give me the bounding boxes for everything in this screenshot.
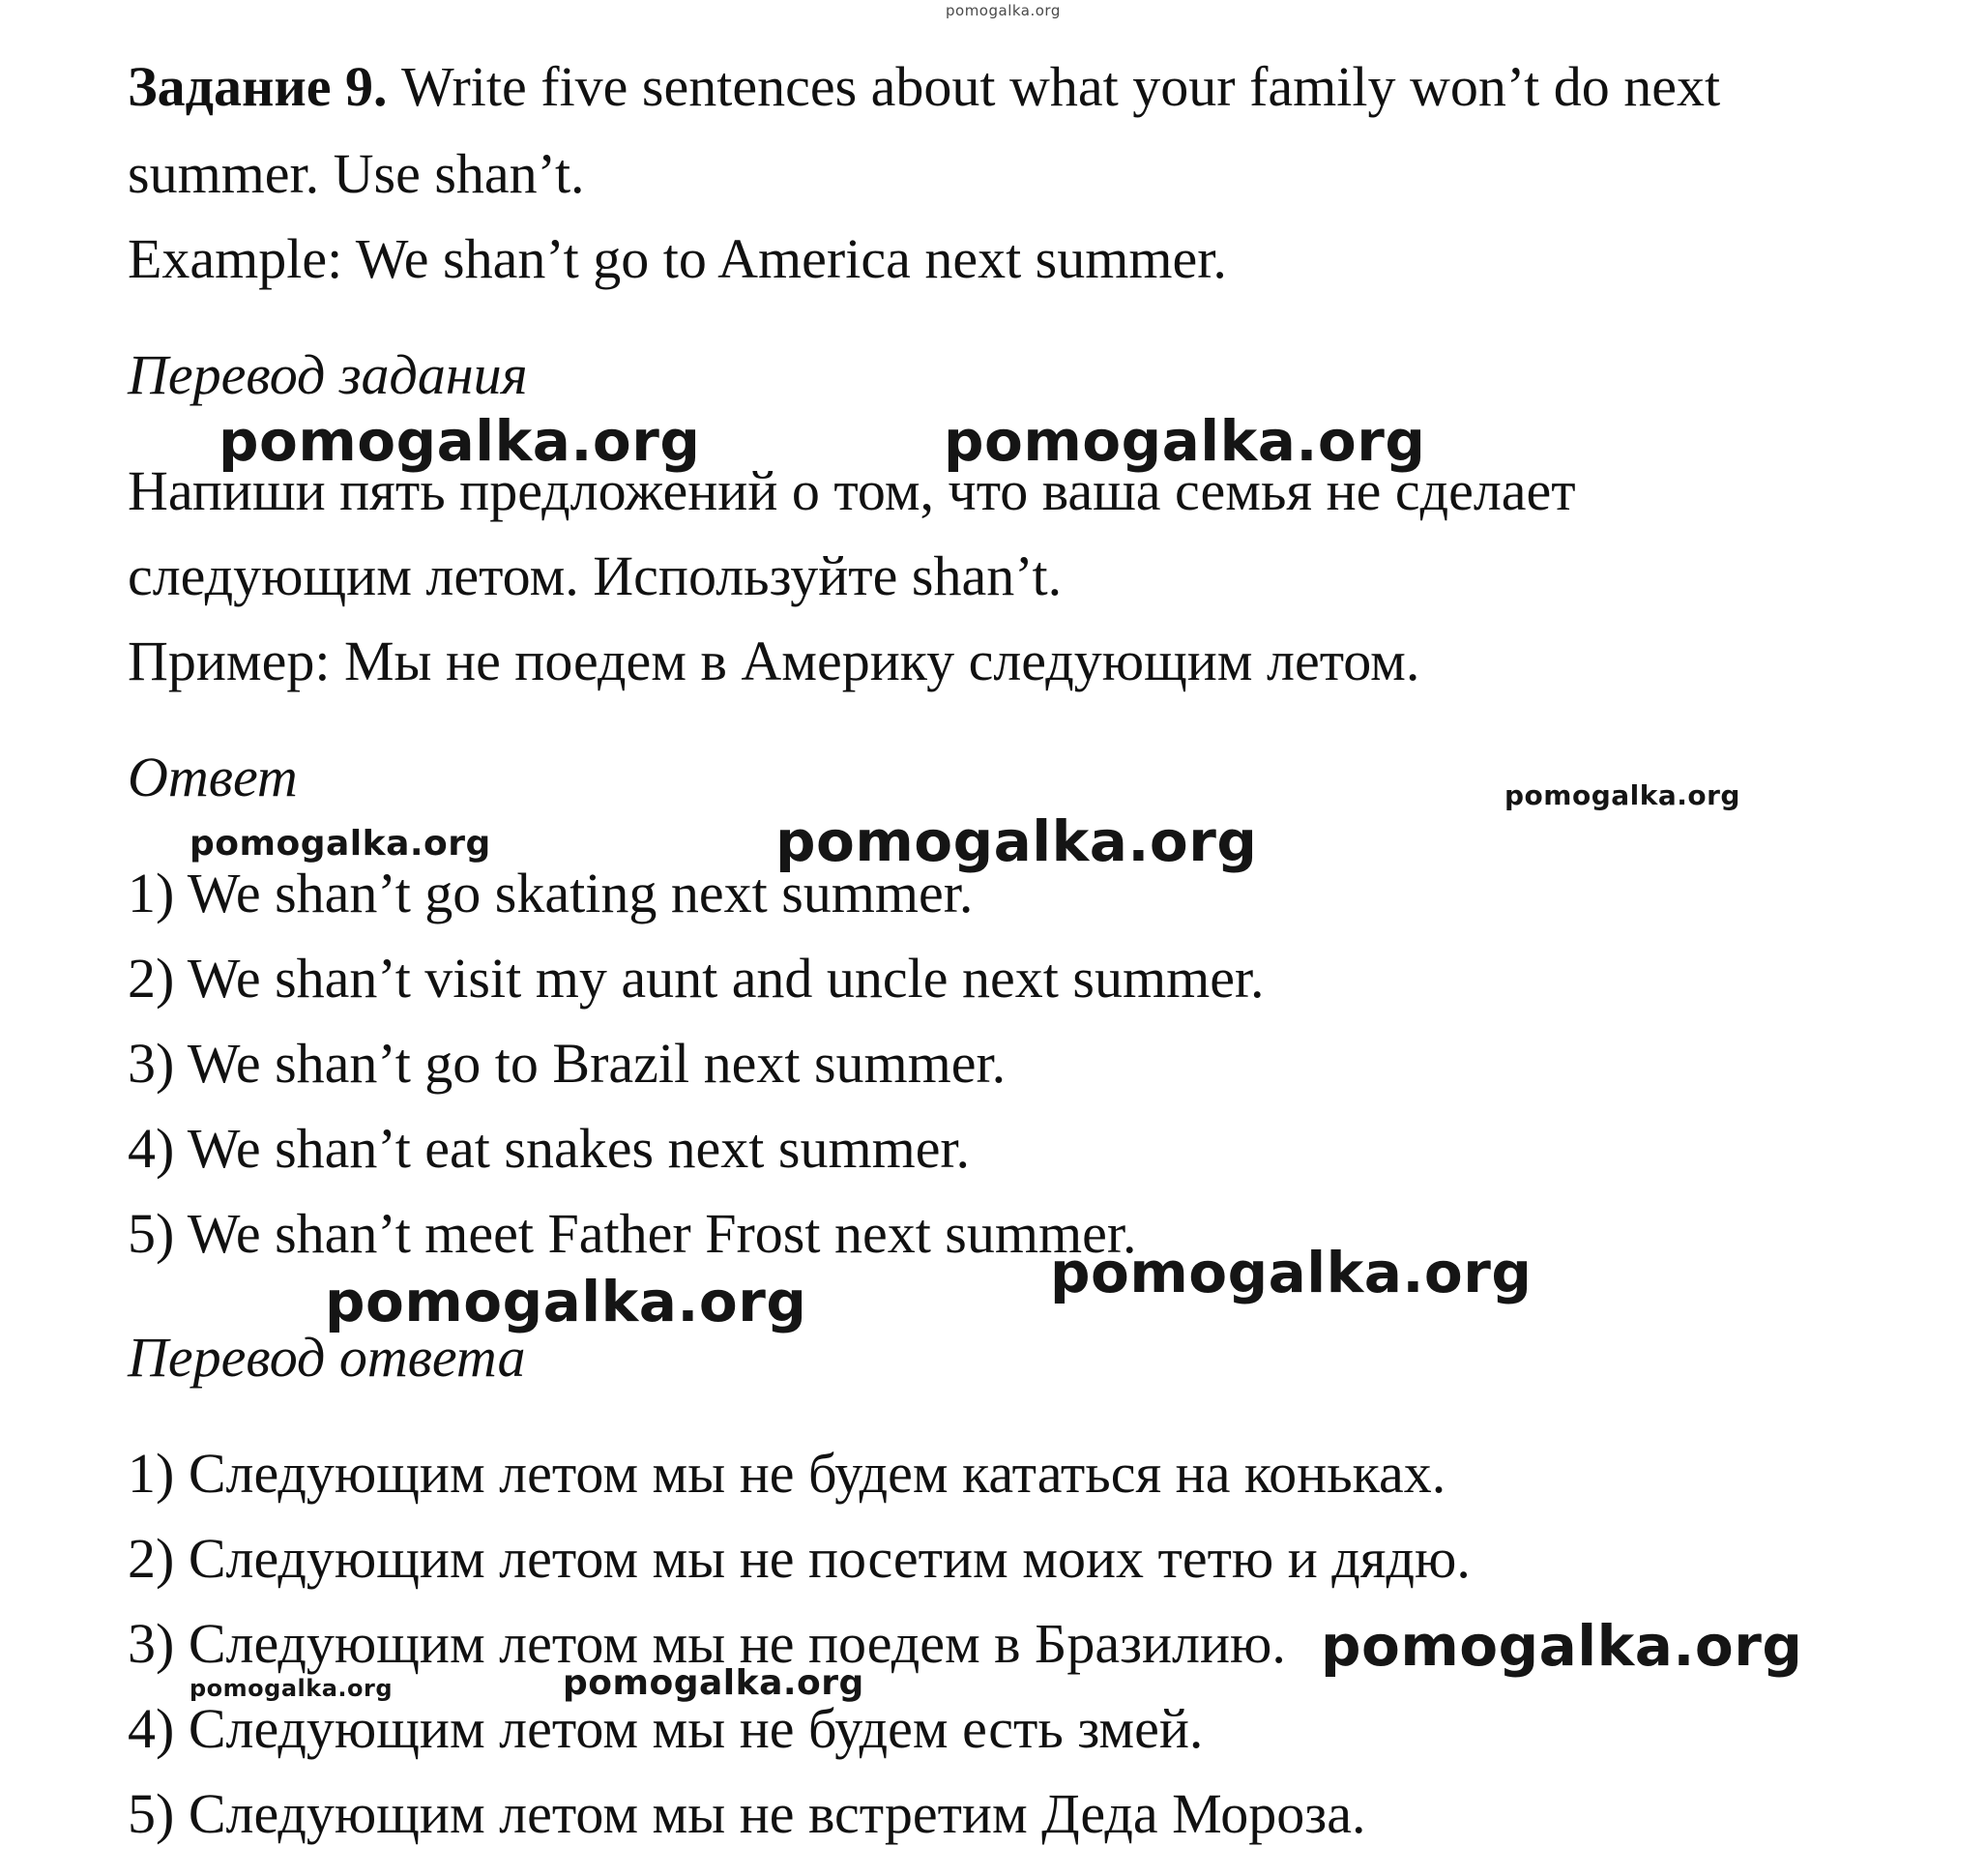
- answer-heading: Ответ: [128, 746, 298, 808]
- watermark-3: pomogalka.org: [1504, 779, 1740, 811]
- answer-item-4: 4) We shan’t eat snakes next summer.: [128, 1117, 971, 1180]
- watermark-2: pomogalka.org: [944, 408, 1426, 474]
- answer-translation-item-1: 1) Следующим летом мы не будем кататься на коньках.: [128, 1442, 1446, 1505]
- watermark-1: pomogalka.org: [219, 408, 701, 474]
- task-translation-line-2: следующим летом. Используйте shan’t.: [128, 544, 1063, 607]
- task-translation-example: Пример: Мы не поедем в Америку следующим летом.: [128, 630, 1420, 692]
- answer-translation-item-3: 3) Следующим летом мы не поедем в Бразилию.: [128, 1612, 1286, 1675]
- answer-item-5: 5) We shan’t meet Father Frost next summer.: [128, 1202, 1137, 1265]
- watermark-9: pomogalka.org: [190, 1675, 394, 1702]
- answer-item-3: 3) We shan’t go to Brazil next summer.: [128, 1032, 1007, 1095]
- task-example: Example: We shan’t go to America next summer.: [128, 227, 1227, 290]
- answer-translation-item-4: 4) Следующим летом мы не будем есть змей.: [128, 1697, 1204, 1760]
- answer-item-1: 1) We shan’t go skating next summer.: [128, 862, 974, 924]
- task-translation-heading: Перевод задания: [128, 343, 528, 406]
- answer-translation-item-2: 2) Следующим летом мы не посетим моих тетю и дядю.: [128, 1527, 1471, 1590]
- watermark-8: pomogalka.org: [1321, 1613, 1803, 1679]
- task-label: Задание 9.: [128, 55, 388, 118]
- answer-item-2: 2) We shan’t visit my aunt and uncle next summer.: [128, 947, 1265, 1010]
- task-text-line-2: summer. Use shan’t.: [128, 142, 585, 205]
- task-translation-line-1: Напиши пять предложений о том, что ваша семья не сделает: [128, 459, 1576, 522]
- watermark-4: pomogalka.org: [190, 824, 491, 864]
- task-line-1: [128, 56, 1720, 118]
- watermark-10: pomogalka.org: [563, 1663, 864, 1703]
- answer-translation-item-5: 5) Следующим летом мы не встретим Деда Мороза.: [128, 1782, 1366, 1845]
- watermark-5: pomogalka.org: [775, 808, 1258, 874]
- watermark-6: pomogalka.org: [1050, 1240, 1533, 1305]
- watermark-7: pomogalka.org: [325, 1269, 807, 1334]
- task-text-line-1: Write five sentences about what your family won’t do next: [401, 55, 1721, 118]
- answer-translation-heading: Перевод ответа: [128, 1326, 526, 1389]
- watermark-top: pomogalka.org: [946, 2, 1061, 19]
